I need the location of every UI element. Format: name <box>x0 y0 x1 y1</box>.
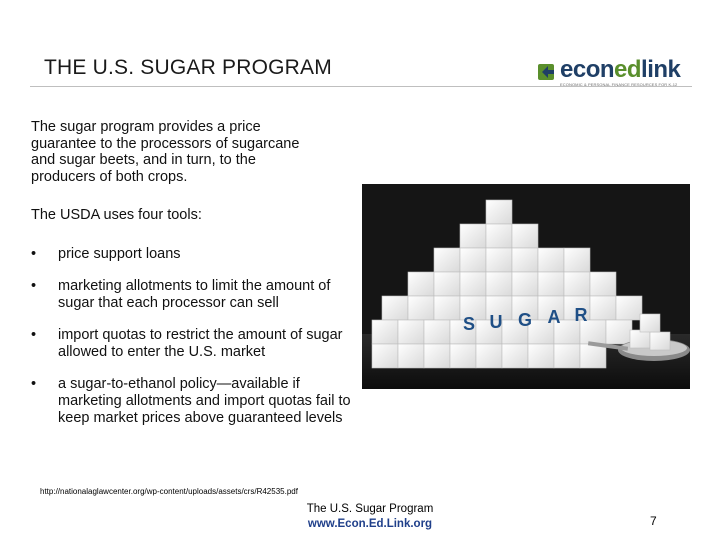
bullet-icon: • <box>31 327 37 343</box>
econedlink-arrow-icon <box>538 62 558 82</box>
bullet-text: price support loans <box>58 246 181 262</box>
bullet-icon: • <box>31 376 37 392</box>
sugar-letter: G <box>517 310 533 330</box>
slide-title: THE U.S. SUGAR PROGRAM <box>44 56 332 79</box>
sugar-letter: U <box>489 312 503 332</box>
tools-list <box>31 246 351 442</box>
econedlink-logo <box>538 58 688 92</box>
logo-tagline: ECONOMIC & PERSONAL FINANCE RESOURCES FOR K-12 <box>560 82 678 87</box>
sugar-cubes-illustration <box>362 184 690 389</box>
sugar-letter: R <box>574 305 588 325</box>
bullet-text: a sugar-to-ethanol policy—available if marketing allotments and import quotas fail to keep market prices above guaranteed levels <box>58 376 351 426</box>
bullet-text: import quotas to restrict the amount of sugar allowed to enter the U.S. market <box>58 327 343 360</box>
bullet-text: marketing allotments to limit the amount of sugar that each processor can sell <box>58 278 331 311</box>
sugar-letter: S <box>462 314 476 334</box>
intro-paragraph: The sugar program provides a price guarantee to the processors of sugarcane and sugar beets, and in turn, to the producers of both crops. <box>31 119 300 185</box>
logo-wordmark: econedlink <box>560 56 681 83</box>
source-link[interactable]: http://nationalaglawcenter.org/wp-content/uploads/assets/crs/R42535.pdf <box>40 487 298 496</box>
slide-footer <box>290 502 450 531</box>
list-item <box>31 376 351 427</box>
bullet-icon: • <box>31 278 37 294</box>
list-item <box>31 327 351 361</box>
list-item <box>31 246 351 263</box>
page-number: 7 <box>650 514 657 528</box>
footer-title: The U.S. Sugar Program <box>306 503 434 515</box>
footer-url[interactable]: www.Econ.Ed.Link.org <box>307 517 433 530</box>
sugar-cubes-photo <box>362 184 690 389</box>
tools-heading: The USDA uses four tools: <box>31 207 202 223</box>
list-item <box>31 278 351 312</box>
sugar-letter: A <box>547 307 561 327</box>
bullet-icon: • <box>31 246 37 262</box>
